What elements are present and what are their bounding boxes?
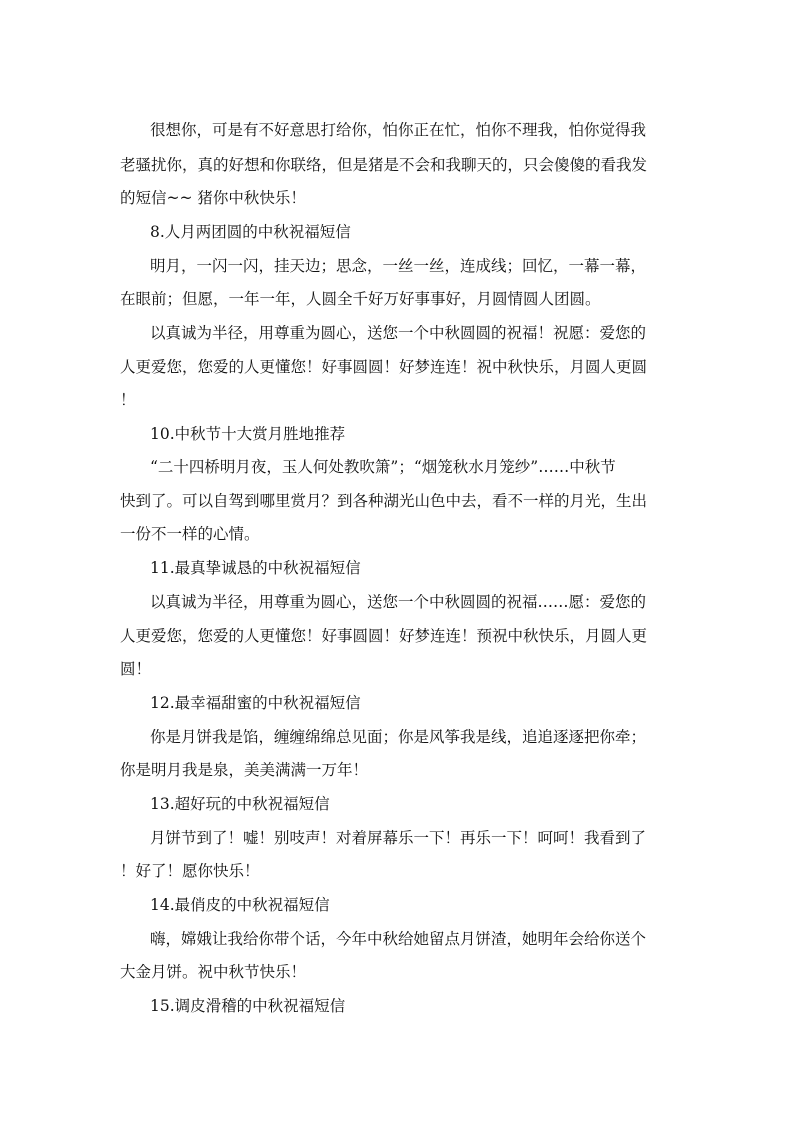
section-heading: 8.人月两团圆的中秋祝福短信 xyxy=(150,223,351,241)
text-line: 以真诚为半径，用尊重为圆心，送您一个中秋圆圆的祝福……愿：爱您的 xyxy=(150,593,647,611)
text-line: 快到了。可以自驾到哪里赏月？到各种湖光山色中去，看不一样的月光，生出 xyxy=(120,492,648,510)
text-line: 老骚扰你，真的好想和你联络，但是猪是不会和我聊天的，只会傻傻的看我发 xyxy=(120,156,648,174)
section-heading: 11.最真挚诚恳的中秋祝福短信 xyxy=(150,559,361,577)
text-line: 人更爱您，您爱的人更懂您！好事圆圆！好梦连连！祝中秋快乐，月圆人更圆 xyxy=(120,358,648,376)
section-heading: 15.调皮滑稽的中秋祝福短信 xyxy=(150,997,346,1015)
text-line: ！ xyxy=(120,391,136,409)
section-heading: 13.超好玩的中秋祝福短信 xyxy=(150,795,330,813)
text-line: 一份不一样的心情。 xyxy=(120,525,260,543)
section-heading: 12.最幸福甜蜜的中秋祝福短信 xyxy=(150,694,361,712)
text-line: 以真诚为半径，用尊重为圆心，送您一个中秋圆圆的祝福！祝愿：爱您的 xyxy=(150,324,647,342)
text-line: 的短信~~ 猪你中秋快乐！ xyxy=(120,189,306,207)
section-heading: 14.最俏皮的中秋祝福短信 xyxy=(150,896,330,914)
section-heading: 10.中秋节十大赏月胜地推荐 xyxy=(150,425,346,443)
text-line: 你是月饼我是馅，缠缠绵绵总见面；你是风筝我是线，追追逐逐把你牵； xyxy=(150,728,647,746)
text-line: 很想你，可是有不好意思打给你，怕你正在忙，怕你不理我，怕你觉得我 xyxy=(150,121,647,139)
text-line: 在眼前；但愿，一年一年，人圆全千好万好事事好，月圆情圆人团圆。 xyxy=(120,290,601,308)
text-line: 嗨，嫦娥让我给你带个话，今年中秋给她留点月饼渣，她明年会给你送个 xyxy=(150,930,647,948)
text-line: “二十四桥明月夜，玉人何处教吹箫”；“烟笼秋水月笼纱”……中秋节 xyxy=(150,458,616,476)
text-line: 你是明月我是泉，美美满满一万年！ xyxy=(120,761,369,779)
text-line: 月饼节到了！嘘！别吱声！对着屏幕乐一下！再乐一下！呵呵！我看到了 xyxy=(150,829,647,847)
text-line: 大金月饼。祝中秋节快乐！ xyxy=(120,963,307,981)
text-line: 人更爱您，您爱的人更懂您！好事圆圆！好梦连连！预祝中秋快乐，月圆人更 xyxy=(120,627,648,645)
text-line: 明月，一闪一闪，挂天边；思念，一丝一丝，连成线；回忆，一幕一幕， xyxy=(150,257,647,275)
text-line: ！好了！愿你快乐！ xyxy=(120,862,260,880)
text-line: 圆！ xyxy=(120,660,152,678)
